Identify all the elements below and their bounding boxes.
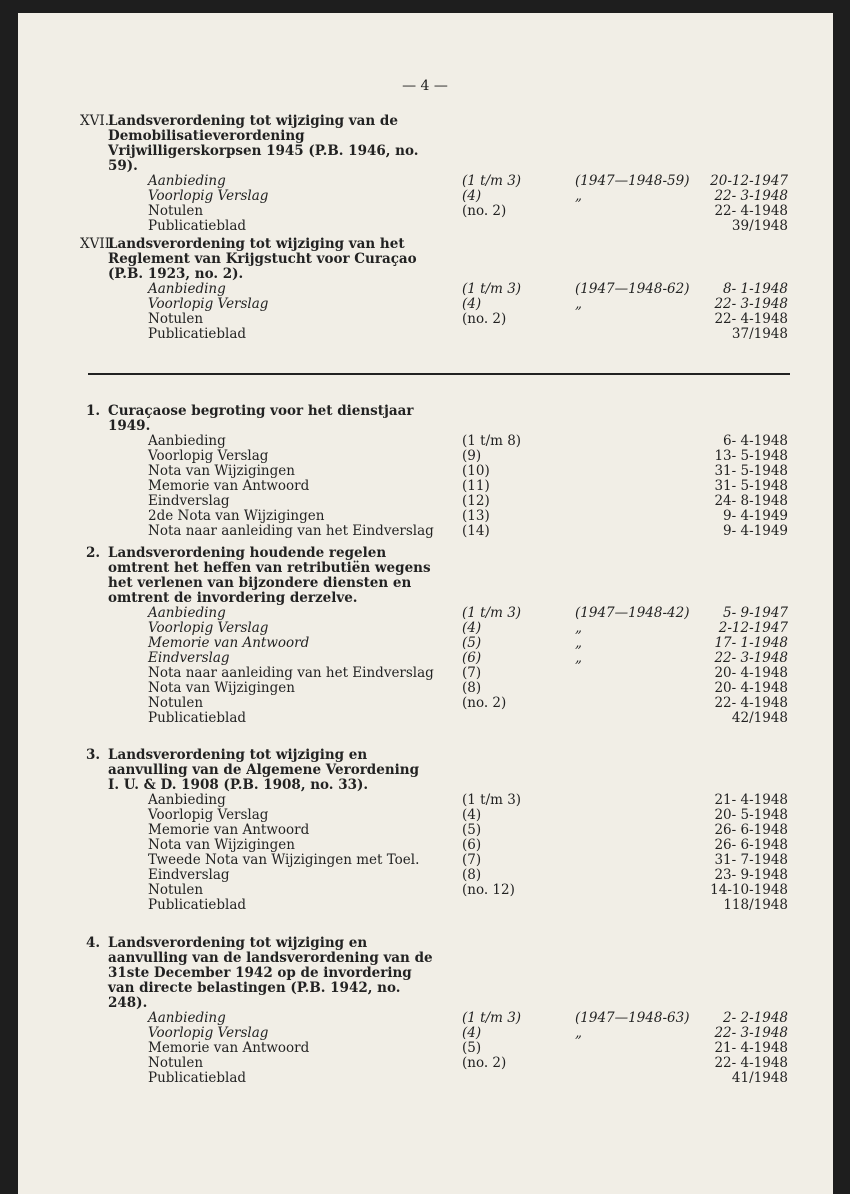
section-title: Landsverordening tot wijziging en aanvulling van de landsverordening van de 31ste December 1942 op de invordering van directe belastingen (P.B. 1942, no. 248). [108,935,433,1011]
document-date: 17- 1-1948 [714,635,788,651]
document-row [80,1026,810,1041]
document-label: 2de Nota van Wijzigingen [148,508,325,524]
archive-reference: (1947—1948-59) [575,173,690,189]
document-row [80,1056,810,1071]
document-reference: (6) [462,650,482,666]
document-label: Voorlopig Verslag [148,1025,269,1041]
document-date: 22- 3-1948 [714,296,788,312]
document-label: Voorlopig Verslag [148,296,269,312]
document-reference: (1 t/m 8) [462,433,522,449]
document-row [80,1011,810,1026]
document-row [80,823,810,838]
document-label: Publicatieblad [148,710,247,726]
document-label: Nota van Wijzigingen [148,837,295,853]
document-label: Memorie van Antwoord [148,1040,310,1056]
document-label: Memorie van Antwoord [148,635,310,651]
section-heading [80,748,434,793]
document-label: Nota van Wijzigingen [148,463,295,479]
document-row [80,509,810,524]
document-date: 5- 9-1947 [723,605,788,621]
document-row [80,282,810,297]
section-heading [80,114,434,174]
document-date: 22- 4-1948 [714,695,788,711]
document-reference: (4) [462,620,482,636]
document-row [80,1041,810,1056]
document-label: Nota naar aanleiding van het Eindverslag [148,523,434,539]
section-heading [80,404,434,434]
document-reference: (9) [462,448,482,464]
document-date: 9- 4-1949 [723,508,788,524]
document-date: 20- 4-1948 [714,665,788,681]
section-4 [80,936,810,1086]
document-label: Voorlopig Verslag [148,620,269,636]
document-reference: (no. 2) [462,1055,507,1071]
document-row [80,621,810,636]
document-date: 41/1948 [731,1070,788,1086]
document-label: Publicatieblad [148,897,247,913]
document-row [80,464,810,479]
archive-reference: (1947—1948-63) [575,1010,690,1026]
document-reference: (5) [462,1040,482,1056]
document-label: Aanbieding [148,792,226,808]
document-date: 20- 4-1948 [714,680,788,696]
section-number: 3. [86,747,101,763]
archive-reference: (1947—1948-62) [575,281,690,297]
document-label: Memorie van Antwoord [148,478,310,494]
document-label: Notulen [148,1055,204,1071]
document-date: 20- 5-1948 [714,807,788,823]
document-row [80,636,810,651]
document-date: 31- 7-1948 [714,852,788,868]
document-reference: (7) [462,665,482,681]
document-row [80,219,810,234]
document-label: Notulen [148,311,204,327]
document-row [80,808,810,823]
section-divider [88,373,790,375]
document-label: Aanbieding [148,1010,226,1026]
section-number: XVI. [80,113,109,129]
section-2 [80,546,810,726]
document-reference: (14) [462,523,490,539]
document-date: 22- 4-1948 [714,1055,788,1071]
document-row [80,204,810,219]
document-row [80,711,810,726]
document-label: Notulen [148,882,204,898]
document-date: 31- 5-1948 [714,478,788,494]
document-row [80,681,810,696]
document-reference: (12) [462,493,490,509]
document-date: 26- 6-1948 [714,822,788,838]
document-label: Aanbieding [148,281,226,297]
document-date: 8- 1-1948 [723,281,788,297]
section-3 [80,748,810,913]
document-reference: (10) [462,463,490,479]
document-label: Nota van Wijzigingen [148,680,295,696]
document-date: 22- 3-1948 [714,188,788,204]
document-label: Nota naar aanleiding van het Eindverslag [148,665,434,681]
document-date: 31- 5-1948 [714,463,788,479]
document-date: 42/1948 [731,710,788,726]
document-reference: (no. 12) [462,882,515,898]
document-label: Aanbieding [148,433,226,449]
document-label: Publicatieblad [148,326,247,342]
section-title: Landsverordening tot wijziging van de Demobilisatieverordening Vrijwilligerskorpsen 1945 (P.B. 1946, no. 59). [108,113,419,174]
document-date: 37/1948 [731,326,788,342]
document-reference: (no. 2) [462,203,507,219]
section-title: Landsverordening tot wijziging en aanvulling van de Algemene Verordening I. U. & D. 1908 (P.B. 1908, no. 33). [108,747,420,793]
document-date: 24- 8-1948 [714,493,788,509]
section-1 [80,404,810,539]
document-reference: (1 t/m 3) [462,173,522,189]
archive-reference: „ [575,650,582,666]
document-label: Voorlopig Verslag [148,188,269,204]
document-row [80,666,810,681]
document-date: 9- 4-1949 [723,523,788,539]
document-row [80,606,810,621]
document-label: Voorlopig Verslag [148,448,269,464]
document-row [80,449,810,464]
archive-reference: „ [575,635,582,651]
document-reference: (5) [462,635,482,651]
document-reference: (8) [462,867,482,883]
document-date: 118/1948 [723,897,788,913]
document-date: 20-12-1947 [710,173,788,189]
document-row [80,696,810,711]
archive-reference: „ [575,188,582,204]
document-reference: (5) [462,822,482,838]
page-number: — 4 — [402,78,448,94]
document-date: 22- 4-1948 [714,311,788,327]
section-title: Landsverordening tot wijziging van het Reglement van Krijgstucht voor Curaçao (P.B. 1923, no. 2). [108,236,417,282]
archive-reference: „ [575,296,582,312]
archive-reference: „ [575,1025,582,1041]
document-date: 21- 4-1948 [714,1040,788,1056]
document-reference: (6) [462,837,482,853]
document-label: Notulen [148,695,204,711]
document-reference: (no. 2) [462,311,507,327]
document-reference: (4) [462,1025,482,1041]
document-date: 22- 3-1948 [714,650,788,666]
document-row [80,494,810,509]
document-date: 22- 3-1948 [714,1025,788,1041]
document-date: 2-12-1947 [718,620,788,636]
document-date: 22- 4-1948 [714,203,788,219]
document-date: 14-10-1948 [710,882,788,898]
document-row [80,838,810,853]
document-row [80,327,810,342]
document-row [80,883,810,898]
section-number: 1. [86,403,101,419]
document-reference: (4) [462,807,482,823]
document-reference: (1 t/m 3) [462,792,522,808]
section-number: 2. [86,545,101,561]
section-heading [80,237,434,282]
document-row [80,793,810,808]
document-reference: (1 t/m 3) [462,605,522,621]
document-row [80,898,810,913]
document-reference: (1 t/m 3) [462,1010,522,1026]
document-row [80,174,810,189]
document-date: 21- 4-1948 [714,792,788,808]
document-date: 13- 5-1948 [714,448,788,464]
document-row [80,524,810,539]
document-label: Eindverslag [148,867,230,883]
document-row [80,312,810,327]
document-row [80,434,810,449]
section-number: 4. [86,935,101,951]
section-title: Curaçaose begroting voor het dienstjaar 1949. [108,403,414,434]
document-row [80,868,810,883]
document-reference: (7) [462,852,482,868]
document-label: Publicatieblad [148,1070,247,1086]
document-date: 23- 9-1948 [714,867,788,883]
archive-reference: (1947—1948-42) [575,605,690,621]
document-row [80,1071,810,1086]
document-label: Aanbieding [148,173,226,189]
document-label: Memorie van Antwoord [148,822,310,838]
document-reference: (13) [462,508,490,524]
document-reference: (no. 2) [462,695,507,711]
document-date: 39/1948 [731,218,788,234]
document-row [80,651,810,666]
section-title: Landsverordening houdende regelen omtrent het heffen van retributiën wegens het verlenen van bijzondere diensten en omtrent de invordering derzelve. [108,545,431,606]
document-row [80,297,810,312]
document-label: Eindverslag [148,650,230,666]
section-xvi [80,114,810,234]
document-row [80,479,810,494]
archive-reference: „ [575,620,582,636]
document-label: Aanbieding [148,605,226,621]
document-label: Notulen [148,203,204,219]
document-date: 2- 2-1948 [723,1010,788,1026]
section-heading [80,936,434,1011]
section-heading [80,546,434,606]
document-date: 26- 6-1948 [714,837,788,853]
document-label: Eindverslag [148,493,230,509]
document-row [80,189,810,204]
document-label: Publicatieblad [148,218,247,234]
document-reference: (8) [462,680,482,696]
document-reference: (1 t/m 3) [462,281,522,297]
document-reference: (11) [462,478,490,494]
document-date: 6- 4-1948 [723,433,788,449]
document-label: Voorlopig Verslag [148,807,269,823]
document-reference: (4) [462,188,482,204]
section-number: XVII. [80,236,115,252]
document-row [80,853,810,868]
document-reference: (4) [462,296,482,312]
section-xvii [80,237,810,342]
document-label: Tweede Nota van Wijzigingen met Toel. [148,852,420,868]
